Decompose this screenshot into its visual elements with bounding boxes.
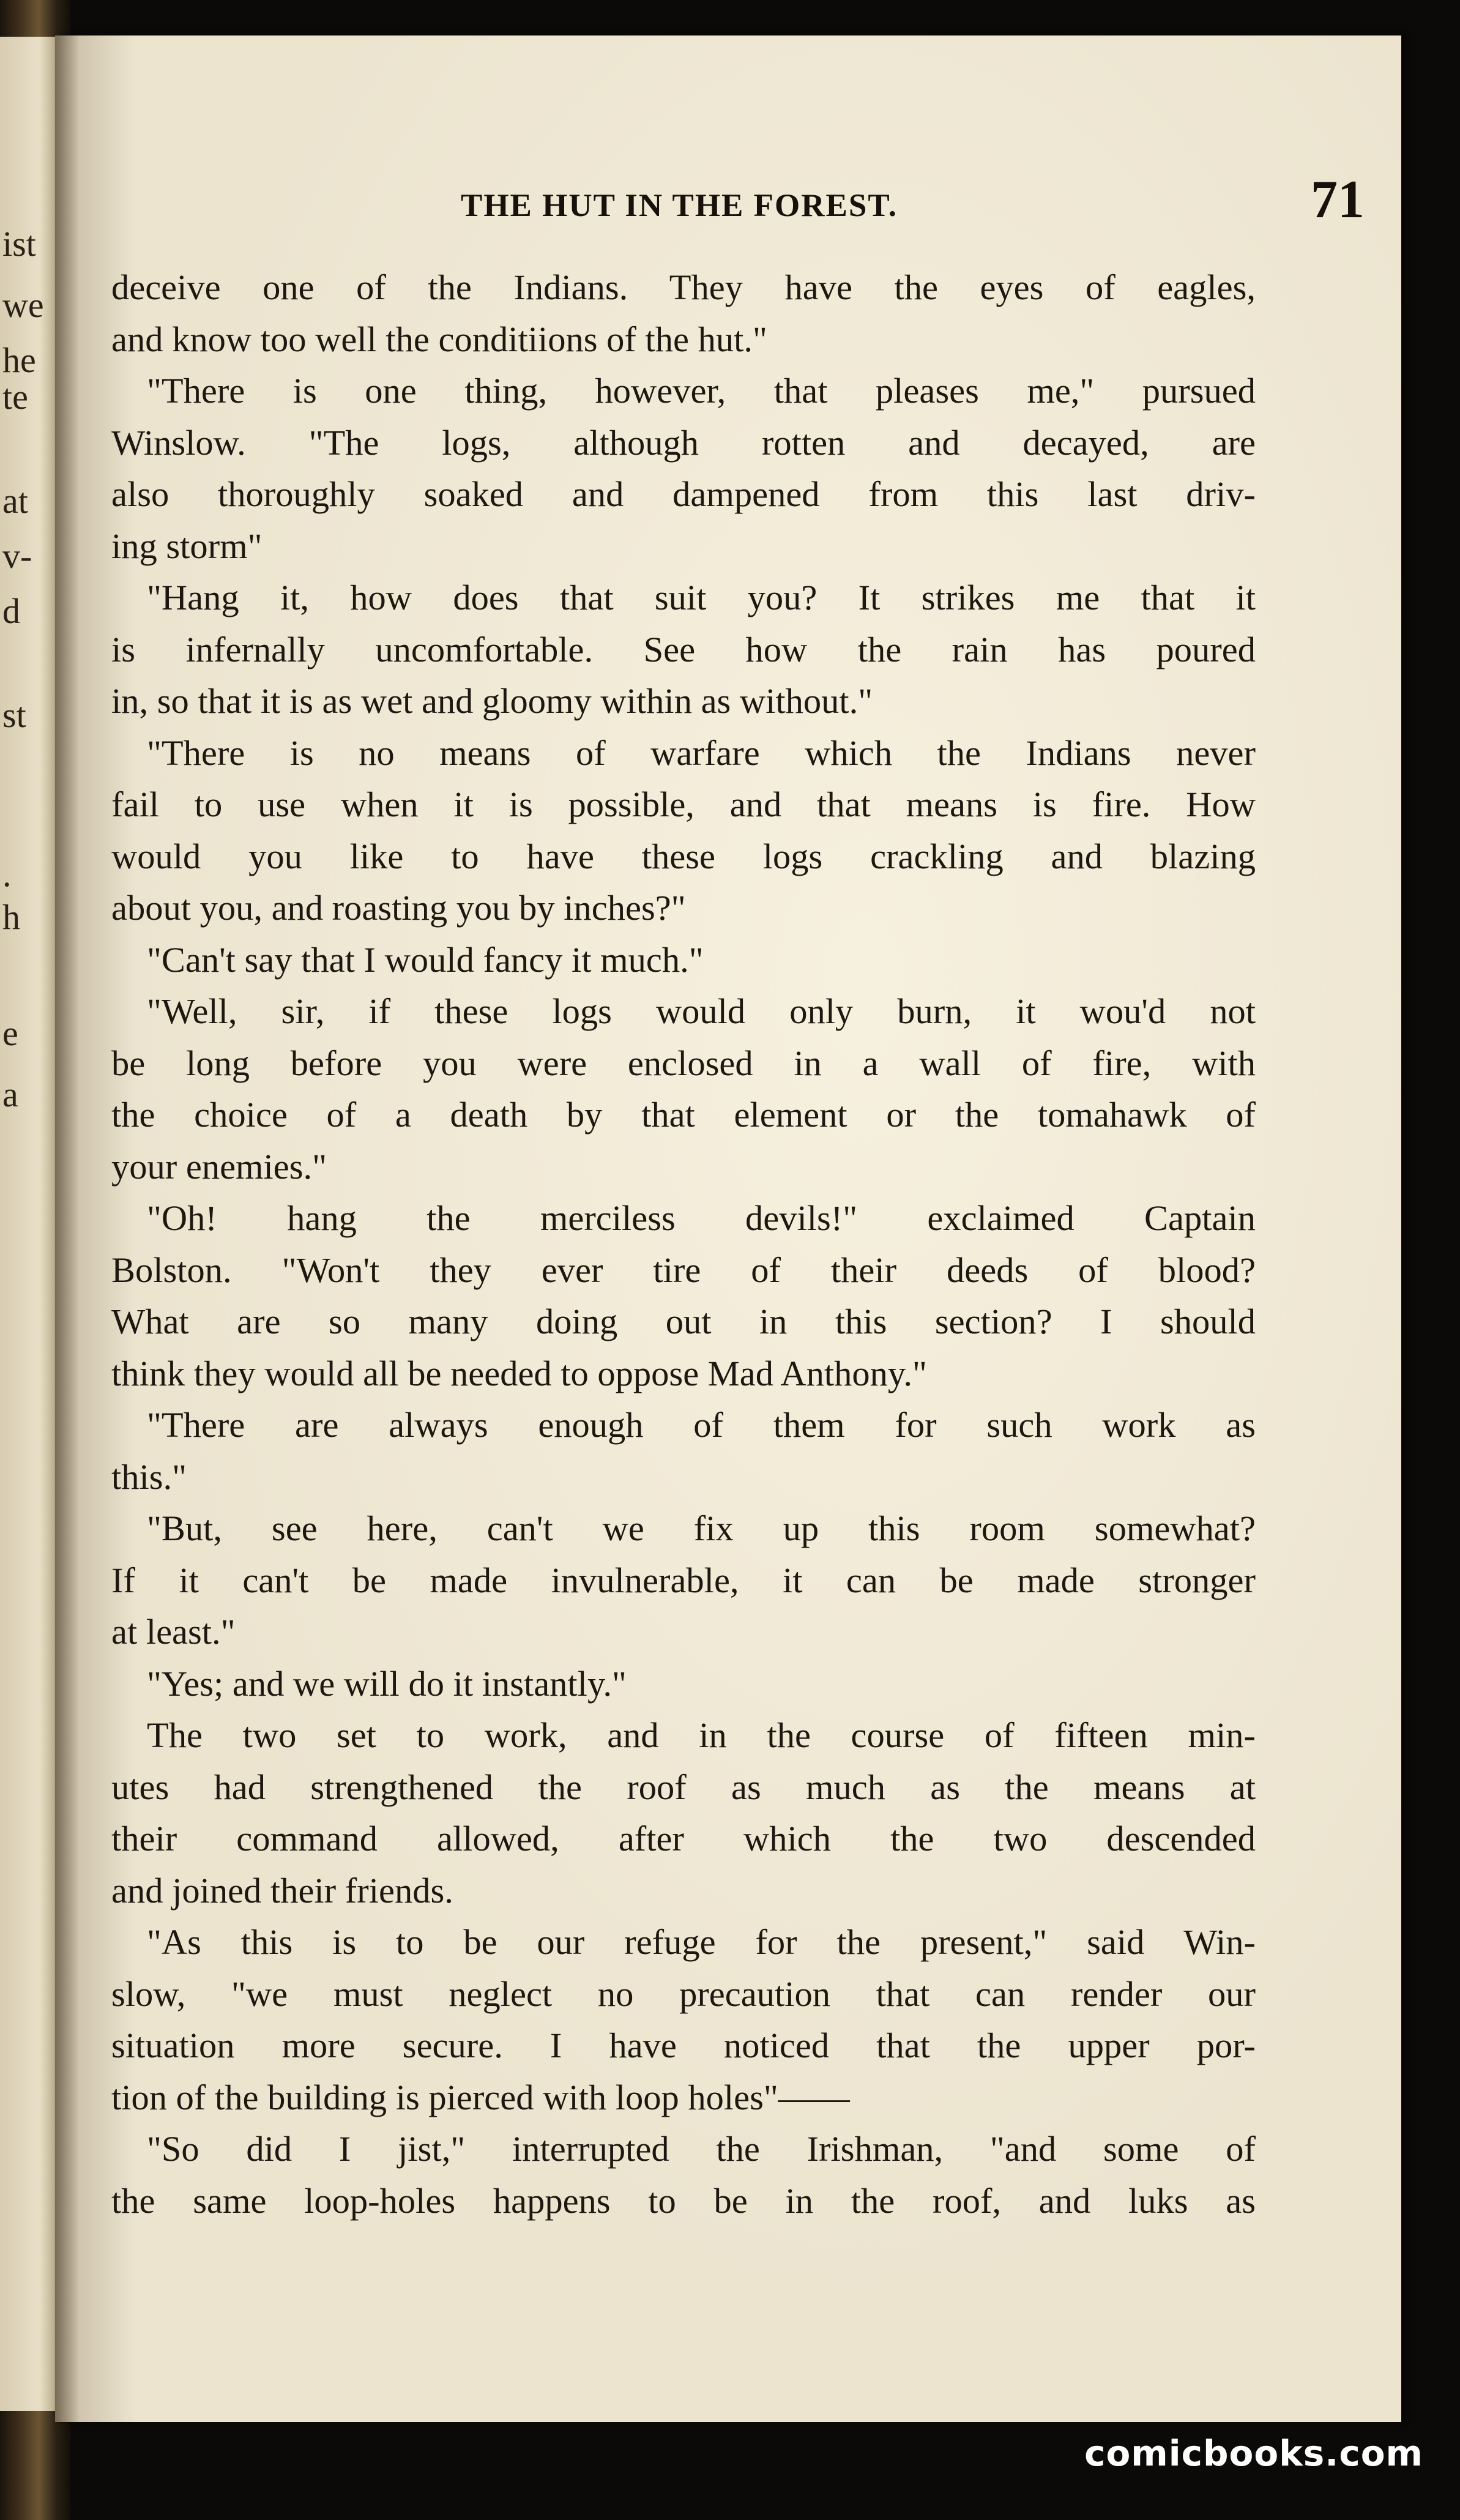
text-line: would you like to have these logs crackling and blazing (111, 836, 1256, 876)
text-line: and know too well the conditiions of the hut." (111, 319, 767, 359)
text-line: also thoroughly soaked and dampened from this last driv- (111, 474, 1256, 514)
text-line: "There is no means of warfare which the Indians never (147, 733, 1256, 773)
text-line: "Yes; and we will do it instantly." (147, 1663, 627, 1704)
text-line: "As this is to be our refuge for the present," said Win- (147, 1922, 1256, 1962)
previous-page-fragment: a (2, 1075, 18, 1114)
previous-page-fragment: we (2, 285, 44, 325)
text-line: The two set to work, and in the course of fifteen min- (147, 1715, 1256, 1755)
text-line: "There is one thing, however, that pleases me," pursued (147, 371, 1256, 411)
text-line: "Can't say that I would fancy it much." (147, 939, 704, 980)
text-line: "Well, sir, if these logs would only burn, it wou'd not (147, 991, 1256, 1031)
text-line: this." (111, 1456, 187, 1497)
text-line: "Hang it, how does that suit you? It strikes me that it (147, 578, 1256, 617)
text-line: their command allowed, after which the two descended (111, 1819, 1256, 1858)
previous-page-edge (0, 37, 56, 2411)
running-title: THE HUT IN THE FOREST. (460, 188, 898, 223)
text-line: "So did I jist," interrupted the Irishman, "and some of (147, 2129, 1256, 2169)
book-page (55, 35, 1401, 2422)
text-line: If it can't be made invulnerable, it can be made stronger (111, 1560, 1256, 1600)
text-line: the choice of a death by that element or the tomahawk of (111, 1095, 1256, 1135)
previous-page-fragment: he (2, 340, 36, 380)
page-header (80, 169, 1365, 230)
text-line: think they would all be needed to oppose Mad Anthony." (111, 1353, 927, 1393)
previous-page-fragment: h (2, 897, 20, 937)
previous-page-fragment: at (2, 481, 28, 521)
text-line: be long before you were enclosed in a wall of fire, with (111, 1043, 1256, 1083)
text-line: deceive one of the Indians. They have the eyes of eagles, (111, 267, 1256, 307)
text-line: and joined their friends. (111, 1870, 453, 1911)
text-line: Bolston. "Won't they ever tire of their deeds of blood? (111, 1250, 1256, 1290)
text-line: your enemies." (111, 1146, 327, 1187)
previous-page-fragment: te (2, 377, 28, 417)
previous-page-fragment: st (2, 695, 26, 735)
text-line: in, so that it is as wet and gloomy within as without." (111, 681, 873, 721)
previous-page-fragment: ist (2, 224, 36, 264)
previous-page-fragment: e (2, 1013, 18, 1053)
text-line: about you, and roasting you by inches?" (111, 888, 686, 928)
text-line: is infernally uncomfortable. See how the rain has poured (111, 629, 1256, 669)
previous-page-fragment: v- (2, 536, 32, 576)
text-line: fail to use when it is possible, and that means is fire. How (111, 785, 1256, 824)
text-line: at least." (111, 1612, 236, 1652)
text-line: Winslow. "The logs, although rotten and decayed, are (111, 422, 1256, 463)
text-line: "But, see here, can't we fix up this room somewhat? (147, 1508, 1256, 1548)
body-text (111, 262, 1256, 2227)
gutter-shadow (55, 35, 80, 2422)
text-line: What are so many doing out in this section? I should (111, 1302, 1256, 1341)
text-line: ing storm" (111, 526, 263, 566)
text-line: slow, "we must neglect no precaution that can render our (111, 1974, 1256, 2014)
text-line: tion of the building is pierced with loop holes"—— (111, 2077, 850, 2117)
text-line: "Oh! hang the merciless devils!" exclaimed Captain (147, 1198, 1256, 1238)
page-number: 71 (1311, 170, 1365, 229)
text-line: the same loop-holes happens to be in the roof, and luks as (111, 2180, 1256, 2221)
text-line: situation more secure. I have noticed that the upper por- (111, 2026, 1256, 2065)
watermark: comicbooks.com (1084, 2432, 1423, 2474)
text-line: utes had strengthened the roof as much as the means at (111, 1767, 1256, 1807)
text-line: "There are always enough of them for such work as (147, 1405, 1256, 1445)
previous-page-fragment: d (2, 591, 20, 631)
previous-page-fragment: . (2, 854, 12, 894)
